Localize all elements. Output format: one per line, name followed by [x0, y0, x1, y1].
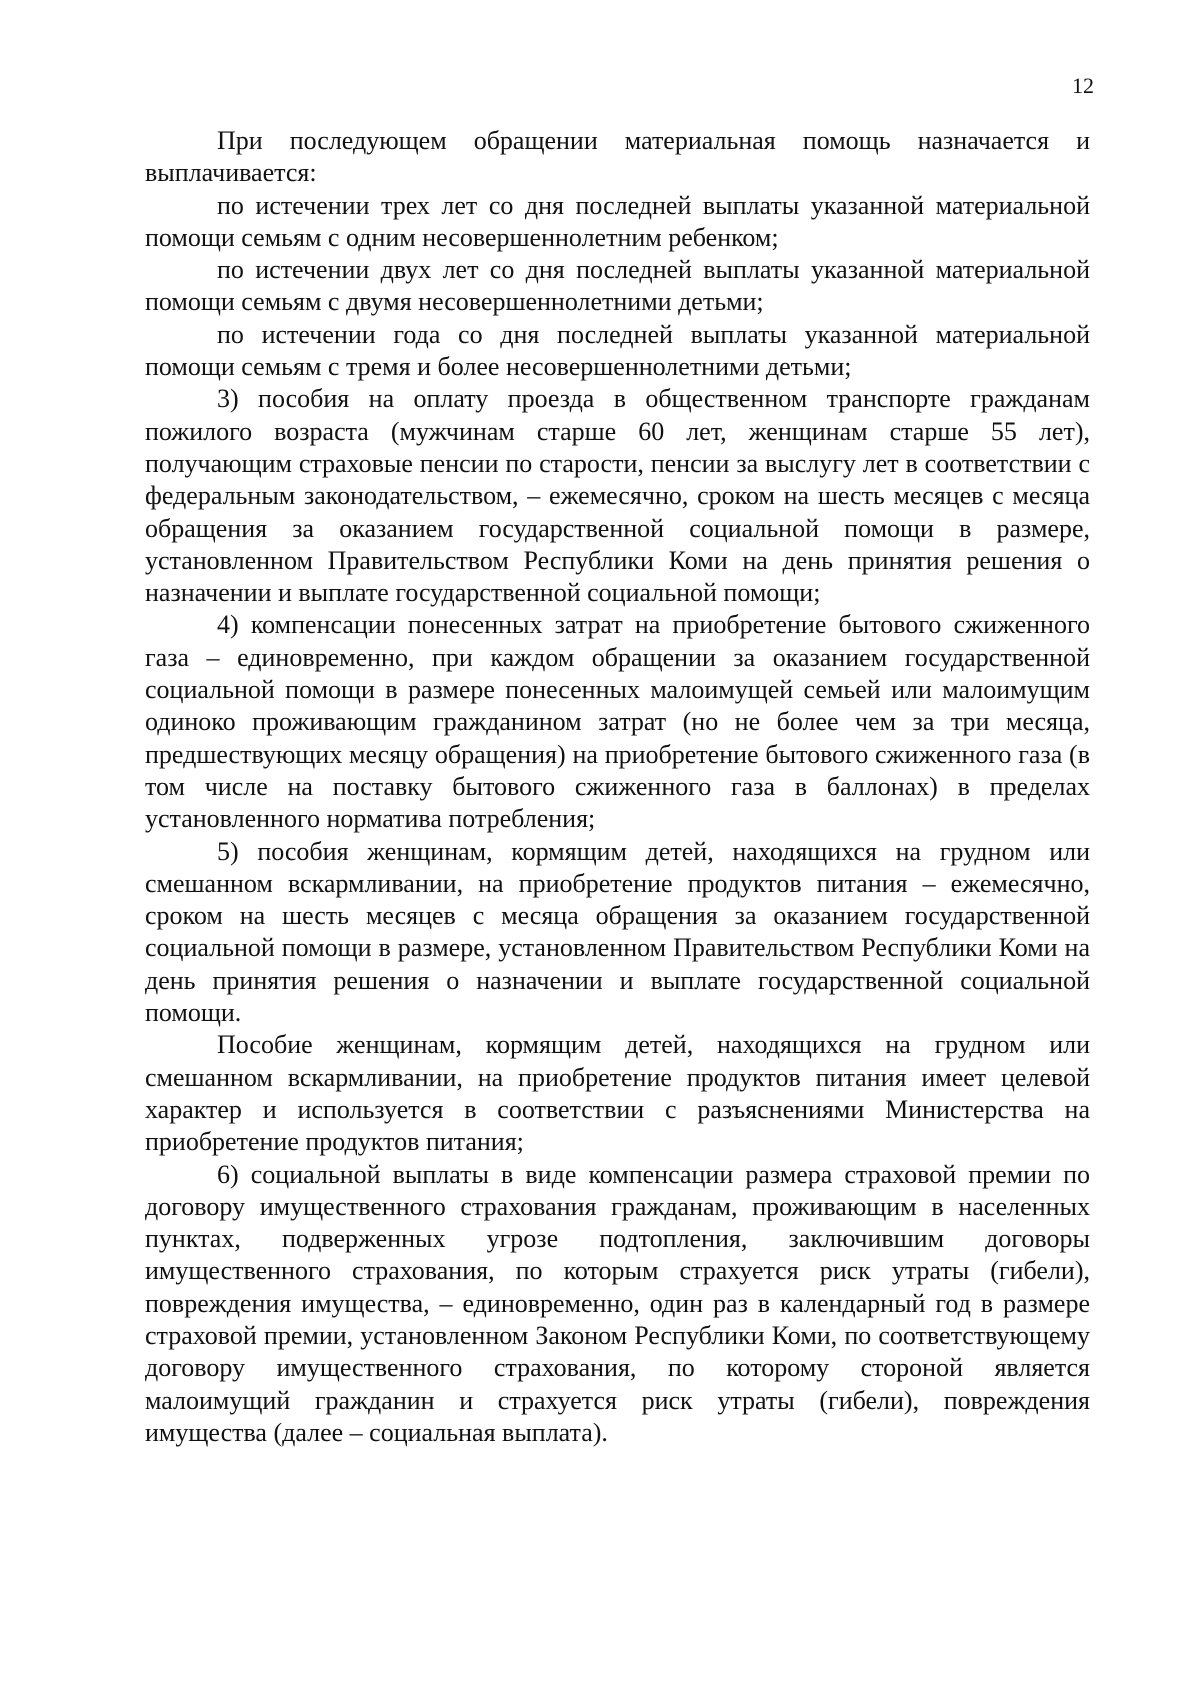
page-number: 12	[1072, 73, 1094, 98]
paragraph-one-child: по истечении трех лет со дня последней выплаты указанной материальной помощи семьям с одним несовершеннолетним ребенком;	[145, 190, 1090, 252]
paragraph-item-5-note: Пособие женщинам, кормящим детей, находящихся на грудном или смешанном вскармливании, на приобретение продуктов питания имеет целевой характер и используется в соответствии с разъяснениями Министерства на приобретение продуктов питания;	[145, 1030, 1090, 1157]
paragraph-item-3: 3) пособия на оплату проезда в общественном транспорте гражданам пожилого возраста (мужчинам старше 60 лет, женщинам старше 55 лет), получающим страховые пенсии по старости, пенсии за выслугу лет в соответствии с федеральным законодательством, – ежемесячно, сроком на шесть месяцев с месяца обращения за оказанием государственной социальной помощи в размере, установленном Правительством Республики Коми на день принятия решения о назначении и выплате государственной социальной помощи;	[145, 384, 1090, 608]
paragraph-item-4: 4) компенсации понесенных затрат на приобретение бытового сжиженного газа – единовременно, при каждом обращении за оказанием государственной социальной помощи в размере понесенных малоимущей семьей или малоимущим одиноко проживающим гражданином затрат (но не более чем за три месяца, предшествующих месяцу обращения) на приобретение бытового сжиженного газа (в том числе на поставку бытового сжиженного газа в баллонах) в пределах установленного норматива потребления;	[145, 610, 1090, 834]
document-body	[145, 125, 1090, 1449]
paragraph-three-children: по истечении года со дня последней выплаты указанной материальной помощи семьям с тремя и более несовершеннолетними детьми;	[145, 319, 1090, 382]
paragraph-intro: При последующем обращении материальная помощь назначается и выплачивается:	[145, 126, 1090, 188]
paragraph-item-6: 6) социальной выплаты в виде компенсации размера страховой премии по договору имущественного страхования гражданам, проживающим в населенных пунктах, подверженных угрозе подтопления, заключившим договоры имущественного страхования, по которым страхуется риск утраты (гибели), повреждения имущества, – единовременно, один раз в календарный год в размере страховой премии, установленном Законом Республики Коми, по соответствующему договору имущественного страхования, по которому стороной является малоимущий гражданин и страхуется риск утраты (гибели), повреждения имущества (далее – социальная выплата).	[145, 1159, 1090, 1447]
paragraph-item-5: 5) пособия женщинам, кормящим детей, находящихся на грудном или смешанном вскармливании, на приобретение продуктов питания – ежемесячно, сроком на шесть месяцев с месяца обращения за оказанием государственной социальной помощи в размере, установленном Правительством Республики Коми на день принятия решения о назначении и выплате государственной социальной помощи.	[145, 836, 1090, 1028]
paragraph-two-children: по истечении двух лет со дня последней выплаты указанной материальной помощи семьям с двумя несовершеннолетними детьми;	[145, 255, 1090, 317]
